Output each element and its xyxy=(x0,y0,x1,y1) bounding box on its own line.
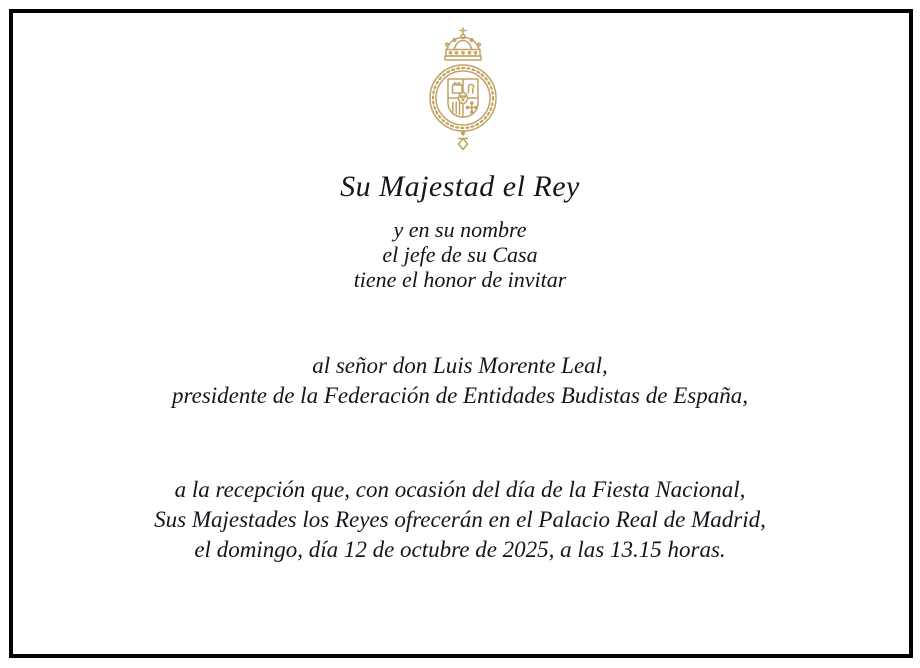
event-line: a la recepción que, con ocasión del día de la Fiesta Nacional, xyxy=(174,477,746,502)
royal-coat-of-arms-icon xyxy=(421,27,505,151)
invitation-title: Su Majestad el Rey xyxy=(340,170,580,203)
guest-title-line: presidente de la Federación de Entidades Budistas de España, xyxy=(172,383,748,408)
guest-block xyxy=(0,351,920,411)
issuer-line: y en su nombre xyxy=(393,217,527,242)
event-block xyxy=(0,475,920,565)
issuer-block xyxy=(0,217,920,292)
issuer-line: tiene el honor de invitar xyxy=(353,267,567,292)
guest-name-line: al señor don Luis Morente Leal, xyxy=(312,353,608,378)
event-line: el domingo, día 12 de octubre de 2025, a las 13.15 horas. xyxy=(194,537,726,562)
event-line: Sus Majestades los Reyes ofrecerán en el Palacio Real de Madrid, xyxy=(154,507,766,532)
issuer-line: el jefe de su Casa xyxy=(382,242,538,267)
